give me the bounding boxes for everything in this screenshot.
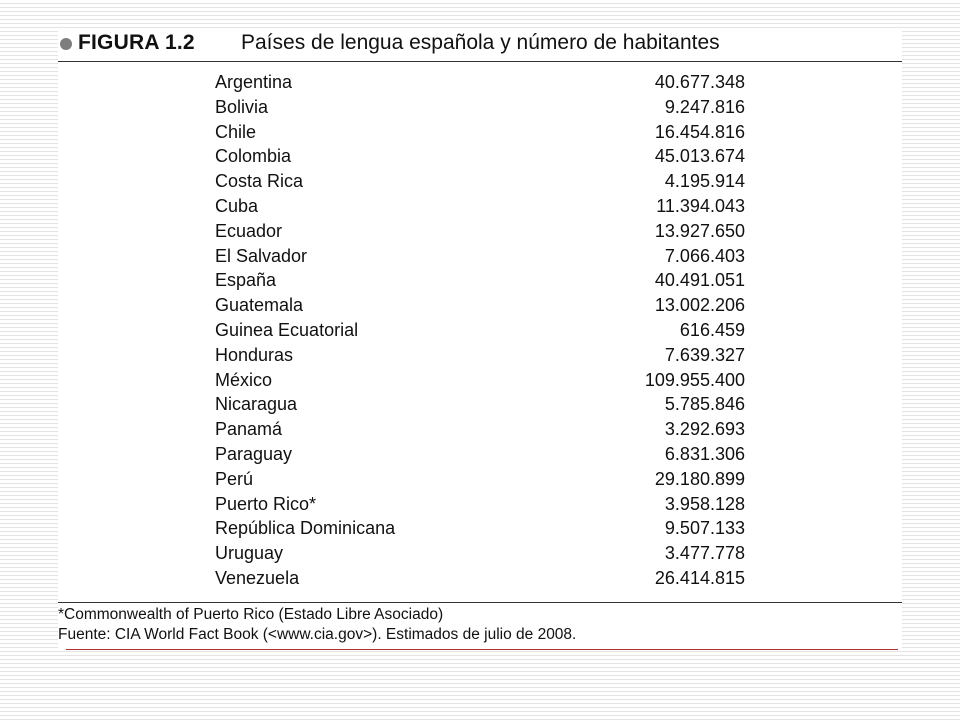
country-name: Panamá xyxy=(215,419,283,440)
table-row xyxy=(215,194,745,219)
slide-content xyxy=(58,28,902,650)
population-value: 7.639.327 xyxy=(664,344,745,365)
table-row xyxy=(215,293,745,318)
population-value: 40.491.051 xyxy=(654,270,745,291)
population-value: 5.785.846 xyxy=(664,394,745,415)
population-value: 11.394.043 xyxy=(656,195,745,216)
population-value: 40.677.348 xyxy=(654,72,745,92)
population-value: 26.414.815 xyxy=(654,567,745,588)
top-divider xyxy=(58,61,902,62)
figure-title: Países de lengua española y número de habitantes xyxy=(241,31,720,54)
table-row xyxy=(215,392,745,417)
population-value: 7.066.403 xyxy=(664,245,745,266)
table-row xyxy=(215,516,745,541)
population-value: 3.958.128 xyxy=(664,493,745,514)
country-name: Uruguay xyxy=(215,543,284,564)
population-value: 16.454.816 xyxy=(654,121,745,142)
footnote-source: Fuente: CIA World Fact Book (<www.cia.gov>). Estimados de julio de 2008. xyxy=(58,626,577,643)
table-row xyxy=(215,467,745,492)
population-value: 13.002.206 xyxy=(654,295,745,316)
table-row xyxy=(215,566,745,591)
population-value: 6.831.306 xyxy=(664,443,745,464)
country-name: Nicaragua xyxy=(215,394,298,415)
country-name: Paraguay xyxy=(215,443,293,464)
country-name: España xyxy=(215,270,277,291)
table-body xyxy=(215,70,745,591)
table-row xyxy=(215,244,745,269)
country-name: República Dominicana xyxy=(215,518,396,539)
country-name: Cuba xyxy=(215,195,259,216)
table-row xyxy=(215,144,745,169)
population-table xyxy=(215,70,745,591)
country-name: Bolivia xyxy=(215,96,269,117)
population-value: 616.459 xyxy=(679,319,745,340)
red-underline xyxy=(66,649,898,650)
table-row xyxy=(215,368,745,393)
country-name: Venezuela xyxy=(215,567,300,588)
population-value: 9.507.133 xyxy=(664,518,745,539)
country-name: El Salvador xyxy=(215,245,308,266)
table-row xyxy=(215,417,745,442)
footnote-note: *Commonwealth of Puerto Rico (Estado Libre Asociado) xyxy=(58,606,444,623)
population-value: 109.955.400 xyxy=(644,369,745,390)
country-name: México xyxy=(215,369,273,390)
population-value: 29.180.899 xyxy=(654,468,745,489)
figure-label: FIGURA 1.2 xyxy=(78,31,195,54)
table-row xyxy=(215,169,745,194)
country-name: Costa Rica xyxy=(215,171,304,192)
country-name: Colombia xyxy=(215,146,292,167)
table-row xyxy=(215,219,745,244)
country-name: Honduras xyxy=(215,344,294,365)
population-value: 13.927.650 xyxy=(654,220,745,241)
country-name: Guatemala xyxy=(215,295,304,316)
population-value: 4.195.914 xyxy=(664,171,745,192)
figure-header xyxy=(58,28,902,62)
table-row xyxy=(215,95,745,120)
population-value: 3.292.693 xyxy=(664,419,745,440)
population-value: 3.477.778 xyxy=(664,543,745,564)
country-name: Puerto Rico* xyxy=(215,493,317,514)
country-name: Argentina xyxy=(215,72,293,92)
bullet-dot-icon xyxy=(60,38,72,50)
population-value: 9.247.816 xyxy=(664,96,745,117)
table-row xyxy=(215,70,745,95)
table-row xyxy=(215,492,745,517)
table-row xyxy=(215,343,745,368)
table-row xyxy=(215,442,745,467)
country-name: Perú xyxy=(215,468,254,489)
population-value: 45.013.674 xyxy=(654,146,745,167)
table-row xyxy=(215,120,745,145)
table-row xyxy=(215,541,745,566)
table-row xyxy=(215,268,745,293)
country-name: Guinea Ecuatorial xyxy=(215,319,359,340)
bottom-divider xyxy=(58,602,902,603)
country-name: Ecuador xyxy=(215,220,283,241)
table-row xyxy=(215,318,745,343)
country-name: Chile xyxy=(215,121,257,142)
